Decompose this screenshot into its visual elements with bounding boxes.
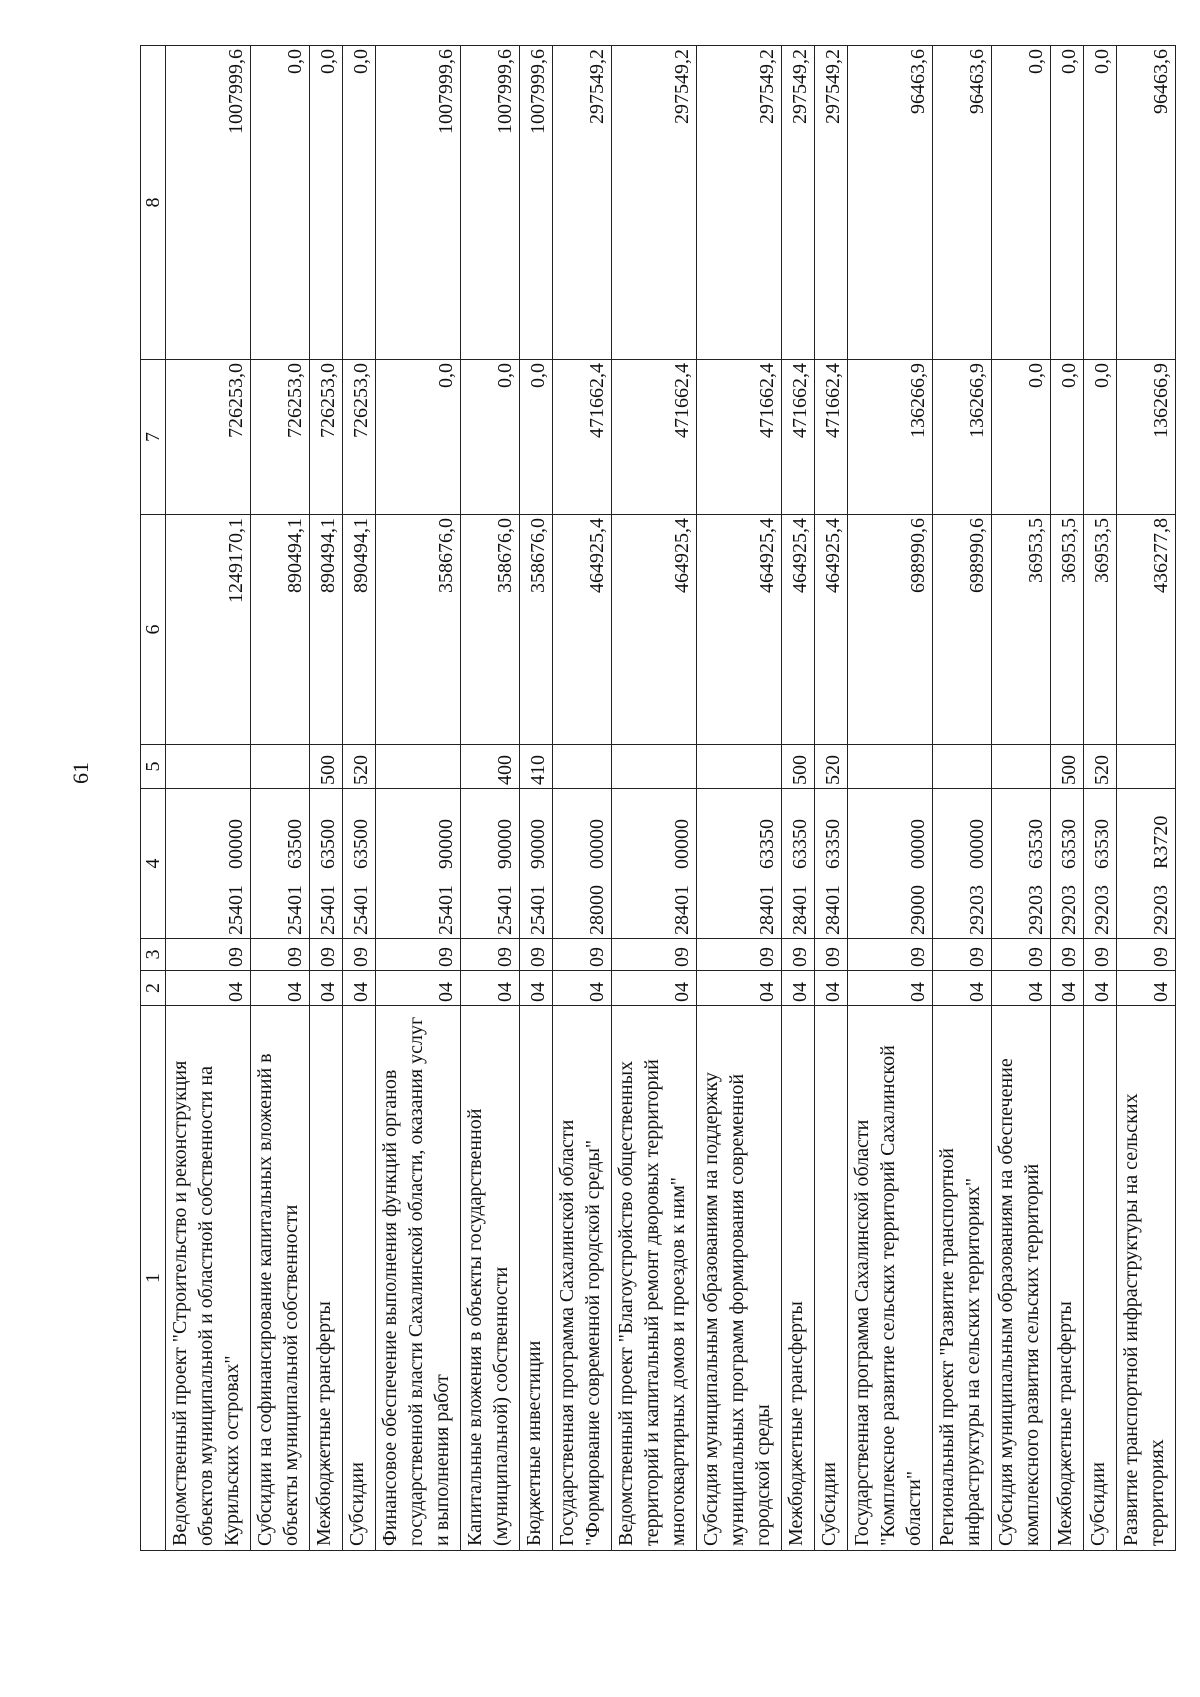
row-name: Субсидия муниципальным образованиям на поддержку муниципальных программ формирования современной городской среды — [697, 1006, 782, 1551]
target-article-direction: 90000 — [527, 819, 549, 869]
section-code: 04 — [343, 971, 376, 1006]
target-article-program: 28401 — [756, 885, 778, 935]
amount-col-6: 464925,4 — [815, 515, 848, 745]
page-number: 61 — [68, 762, 93, 784]
target-article-program: 25401 — [350, 885, 372, 935]
col-header-5: 5 — [141, 745, 166, 789]
table-row — [992, 46, 1051, 1551]
section-code: 04 — [933, 971, 992, 1006]
expense-type-code — [553, 745, 612, 789]
amount-col-7: 0,0 — [376, 360, 461, 515]
section-code: 04 — [612, 971, 697, 1006]
target-article-code — [848, 789, 933, 939]
expense-type-code: 410 — [520, 745, 553, 789]
section-code: 04 — [166, 971, 251, 1006]
target-article-code — [520, 789, 553, 939]
col-header-2: 2 — [141, 971, 166, 1006]
section-code: 04 — [310, 971, 343, 1006]
section-code: 04 — [461, 971, 520, 1006]
amount-col-8: 0,0 — [343, 46, 376, 360]
amount-col-6: 890494,1 — [251, 515, 310, 745]
table-row — [553, 46, 612, 1551]
amount-col-7: 0,0 — [520, 360, 553, 515]
target-article-code — [933, 789, 992, 939]
section-code: 04 — [992, 971, 1051, 1006]
expense-type-code: 500 — [310, 745, 343, 789]
subsection-code: 09 — [310, 939, 343, 971]
expense-type-code — [166, 745, 251, 789]
section-code: 04 — [251, 971, 310, 1006]
target-article-direction: 63500 — [350, 819, 372, 869]
target-article-program: 28000 — [586, 885, 608, 935]
row-name: Бюджетные инвестиции — [520, 1006, 553, 1551]
table-row — [376, 46, 461, 1551]
amount-col-6: 36953,5 — [1051, 515, 1084, 745]
section-code: 04 — [697, 971, 782, 1006]
row-name: Ведомственный проект "Строительство и реконструкция объектов муниципальной и областной собственности на Курильских островах" — [166, 1006, 251, 1551]
section-code: 04 — [376, 971, 461, 1006]
expense-type-code: 520 — [815, 745, 848, 789]
target-article-direction: 00000 — [671, 819, 693, 869]
amount-col-8: 96463,6 — [1117, 46, 1176, 360]
target-article-direction: 00000 — [225, 819, 247, 869]
amount-col-8: 1007999,6 — [166, 46, 251, 360]
target-article-program: 25401 — [527, 885, 549, 935]
target-article-program: 29203 — [966, 885, 988, 935]
target-article-code — [782, 789, 815, 939]
target-article-program: 25401 — [317, 885, 339, 935]
amount-col-7: 0,0 — [992, 360, 1051, 515]
target-article-direction: 63530 — [1091, 819, 1113, 869]
subsection-code: 09 — [343, 939, 376, 971]
row-name: Субсидии — [1084, 1006, 1117, 1551]
amount-col-7: 471662,4 — [612, 360, 697, 515]
amount-col-7: 136266,9 — [1117, 360, 1176, 515]
target-article-code — [612, 789, 697, 939]
amount-col-6: 464925,4 — [612, 515, 697, 745]
row-name: Финансовое обеспечение выполнения функций органов государственной власти Сахалинской области, оказания услуг и выполнения работ — [376, 1006, 461, 1551]
target-article-direction: 90000 — [494, 819, 516, 869]
target-article-program: 29203 — [1025, 885, 1047, 935]
subsection-code: 09 — [1084, 939, 1117, 971]
amount-col-8: 0,0 — [310, 46, 343, 360]
expense-type-code — [251, 745, 310, 789]
amount-col-6: 698990,6 — [848, 515, 933, 745]
row-name: Государственная программа Сахалинской области "Комплексное развитие сельских территорий Сахалинской области" — [848, 1006, 933, 1551]
amount-col-8: 96463,6 — [933, 46, 992, 360]
amount-col-7: 136266,9 — [933, 360, 992, 515]
amount-col-8: 1007999,6 — [520, 46, 553, 360]
subsection-code: 09 — [848, 939, 933, 971]
amount-col-6: 36953,5 — [1084, 515, 1117, 745]
expense-type-code: 520 — [343, 745, 376, 789]
row-name: Межбюджетные трансферты — [310, 1006, 343, 1551]
amount-col-6: 890494,1 — [343, 515, 376, 745]
amount-col-7: 471662,4 — [697, 360, 782, 515]
target-article-direction: 00000 — [907, 819, 929, 869]
row-name: Межбюджетные трансферты — [782, 1006, 815, 1551]
row-name: Субсидии на софинансирование капитальных вложений в объекты муниципальной собственности — [251, 1006, 310, 1551]
target-article-program: 29203 — [1150, 885, 1172, 935]
subsection-code: 09 — [461, 939, 520, 971]
subsection-code: 09 — [697, 939, 782, 971]
table-row — [1084, 46, 1117, 1551]
section-code: 04 — [553, 971, 612, 1006]
target-article-program: 28401 — [671, 885, 693, 935]
expense-type-code — [992, 745, 1051, 789]
target-article-code — [815, 789, 848, 939]
amount-col-8: 297549,2 — [782, 46, 815, 360]
amount-col-6: 436277,8 — [1117, 515, 1176, 745]
table-row — [1117, 46, 1176, 1551]
amount-col-8: 1007999,6 — [376, 46, 461, 360]
subsection-code: 09 — [553, 939, 612, 971]
amount-col-7: 471662,4 — [815, 360, 848, 515]
amount-col-6: 464925,4 — [782, 515, 815, 745]
expense-type-code — [376, 745, 461, 789]
amount-col-7: 726253,0 — [251, 360, 310, 515]
row-name: Межбюджетные трансферты — [1051, 1006, 1084, 1551]
target-article-code — [697, 789, 782, 939]
target-article-code — [1051, 789, 1084, 939]
amount-col-7: 471662,4 — [553, 360, 612, 515]
row-name: Государственная программа Сахалинской области "Формирование современной городской среды" — [553, 1006, 612, 1551]
amount-col-7: 136266,9 — [848, 360, 933, 515]
col-header-1: 1 — [141, 1006, 166, 1551]
subsection-code: 09 — [612, 939, 697, 971]
target-article-code — [992, 789, 1051, 939]
expense-type-code — [1117, 745, 1176, 789]
target-article-program: 25401 — [225, 885, 247, 935]
target-article-code — [1117, 789, 1176, 939]
row-name: Ведомственный проект "Благоустройство общественных территорий и капитальный ремонт дворовых территорий многоквартирных домов и проездов к ним" — [612, 1006, 697, 1551]
amount-col-7: 0,0 — [1051, 360, 1084, 515]
budget-table — [140, 45, 1176, 1551]
expense-type-code — [697, 745, 782, 789]
amount-col-6: 358676,0 — [376, 515, 461, 745]
subsection-code: 09 — [1051, 939, 1084, 971]
amount-col-6: 464925,4 — [697, 515, 782, 745]
expense-type-code: 500 — [782, 745, 815, 789]
amount-col-8: 297549,2 — [612, 46, 697, 360]
table-row — [933, 46, 992, 1551]
amount-col-8: 1007999,6 — [461, 46, 520, 360]
header-row — [141, 46, 166, 1551]
row-name: Капитальные вложения в объекты государственной (муниципальной) собственности — [461, 1006, 520, 1551]
target-article-program: 29000 — [907, 885, 929, 935]
section-code: 04 — [782, 971, 815, 1006]
table-row — [815, 46, 848, 1551]
target-article-direction: 63530 — [1058, 819, 1080, 869]
target-article-code — [166, 789, 251, 939]
target-article-direction: R3720 — [1150, 815, 1172, 869]
amount-col-6: 36953,5 — [992, 515, 1051, 745]
col-header-8: 8 — [141, 46, 166, 360]
amount-col-6: 358676,0 — [461, 515, 520, 745]
target-article-program: 28401 — [789, 885, 811, 935]
expense-type-code: 500 — [1051, 745, 1084, 789]
amount-col-8: 297549,2 — [697, 46, 782, 360]
table-row — [461, 46, 520, 1551]
amount-col-7: 0,0 — [461, 360, 520, 515]
amount-col-8: 96463,6 — [848, 46, 933, 360]
table-row — [520, 46, 553, 1551]
amount-col-8: 0,0 — [251, 46, 310, 360]
section-code: 04 — [520, 971, 553, 1006]
table-row — [848, 46, 933, 1551]
expense-type-code — [612, 745, 697, 789]
section-code: 04 — [1117, 971, 1176, 1006]
target-article-direction: 63530 — [1025, 819, 1047, 869]
amount-col-8: 297549,2 — [553, 46, 612, 360]
section-code: 04 — [1084, 971, 1117, 1006]
section-code: 04 — [815, 971, 848, 1006]
row-name: Субсидия муниципальным образованиям на обеспечение комплексного развития сельских территорий — [992, 1006, 1051, 1551]
target-article-direction: 90000 — [435, 819, 457, 869]
amount-col-8: 0,0 — [1051, 46, 1084, 360]
target-article-code — [310, 789, 343, 939]
table-row — [782, 46, 815, 1551]
expense-type-code — [933, 745, 992, 789]
amount-col-7: 726253,0 — [166, 360, 251, 515]
subsection-code: 09 — [815, 939, 848, 971]
row-name: Развитие транспортной инфраструктуры на сельских территориях — [1117, 1006, 1176, 1551]
target-article-program: 29203 — [1091, 885, 1113, 935]
amount-col-6: 890494,1 — [310, 515, 343, 745]
table-row — [166, 46, 251, 1551]
col-header-6: 6 — [141, 515, 166, 745]
amount-col-6: 1249170,1 — [166, 515, 251, 745]
row-name: Субсидии — [343, 1006, 376, 1551]
target-article-direction: 63350 — [822, 819, 844, 869]
rotated-table-container — [140, 46, 1172, 1551]
col-header-4: 4 — [141, 789, 166, 939]
amount-col-6: 698990,6 — [933, 515, 992, 745]
row-name: Региональный проект "Развитие транспортной инфраструктуры на сельских территориях" — [933, 1006, 992, 1551]
col-header-7: 7 — [141, 360, 166, 515]
subsection-code: 09 — [376, 939, 461, 971]
table-body — [166, 46, 1176, 1551]
target-article-program: 25401 — [494, 885, 516, 935]
amount-col-8: 297549,2 — [815, 46, 848, 360]
subsection-code: 09 — [933, 939, 992, 971]
target-article-program: 25401 — [435, 885, 457, 935]
target-article-program: 29203 — [1058, 885, 1080, 935]
target-article-program: 28401 — [822, 885, 844, 935]
table-row — [1051, 46, 1084, 1551]
amount-col-7: 726253,0 — [343, 360, 376, 515]
section-code: 04 — [848, 971, 933, 1006]
target-article-direction: 63350 — [789, 819, 811, 869]
amount-col-6: 358676,0 — [520, 515, 553, 745]
expense-type-code: 520 — [1084, 745, 1117, 789]
amount-col-7: 471662,4 — [782, 360, 815, 515]
target-article-direction: 63500 — [317, 819, 339, 869]
expense-type-code: 400 — [461, 745, 520, 789]
amount-col-7: 0,0 — [1084, 360, 1117, 515]
table-row — [251, 46, 310, 1551]
target-article-direction: 00000 — [966, 819, 988, 869]
subsection-code: 09 — [520, 939, 553, 971]
amount-col-8: 0,0 — [992, 46, 1051, 360]
target-article-code — [553, 789, 612, 939]
subsection-code: 09 — [992, 939, 1051, 971]
target-article-code — [1084, 789, 1117, 939]
table-row — [612, 46, 697, 1551]
subsection-code: 09 — [251, 939, 310, 971]
target-article-direction: 63500 — [284, 819, 306, 869]
table-row — [310, 46, 343, 1551]
col-header-3: 3 — [141, 939, 166, 971]
amount-col-8: 0,0 — [1084, 46, 1117, 360]
section-code: 04 — [1051, 971, 1084, 1006]
target-article-code — [461, 789, 520, 939]
target-article-code — [376, 789, 461, 939]
target-article-direction: 00000 — [586, 819, 608, 869]
table-row — [697, 46, 782, 1551]
table-row — [343, 46, 376, 1551]
row-name: Субсидии — [815, 1006, 848, 1551]
amount-col-7: 726253,0 — [310, 360, 343, 515]
amount-col-6: 464925,4 — [553, 515, 612, 745]
target-article-code — [251, 789, 310, 939]
expense-type-code — [848, 745, 933, 789]
subsection-code: 09 — [782, 939, 815, 971]
target-article-program: 25401 — [284, 885, 306, 935]
subsection-code: 09 — [1117, 939, 1176, 971]
subsection-code: 09 — [166, 939, 251, 971]
target-article-code — [343, 789, 376, 939]
target-article-direction: 63350 — [756, 819, 778, 869]
